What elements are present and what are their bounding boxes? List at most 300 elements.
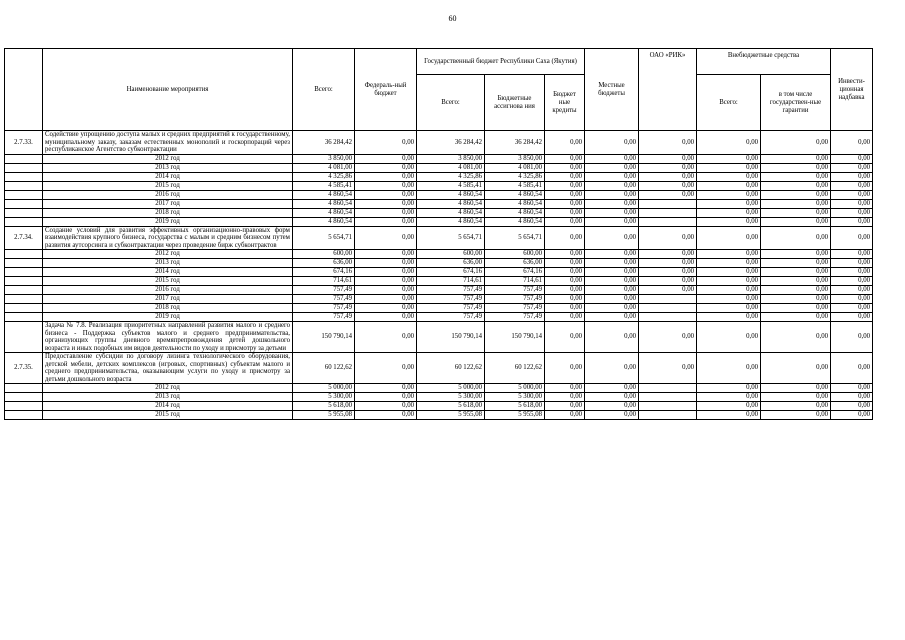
row-year: 2013 год — [43, 393, 293, 402]
value-cell: 0,00 — [585, 411, 639, 420]
value-cell: 0,00 — [585, 295, 639, 304]
value-cell: 0,00 — [697, 313, 761, 322]
row-code — [5, 304, 43, 313]
row-code — [5, 199, 43, 208]
year-row — [5, 313, 873, 322]
value-cell: 600,00 — [293, 250, 355, 259]
value-cell: 0,00 — [697, 226, 761, 250]
row-year: 2017 год — [43, 295, 293, 304]
value-cell: 0,00 — [697, 199, 761, 208]
value-cell: 0,00 — [355, 226, 417, 250]
value-cell: 0,00 — [697, 268, 761, 277]
year-row — [5, 268, 873, 277]
row-name: Предоставление субсидии по договору лизинга технологического оборудования, детской мебели, детских комплексов (игровых, спортивных) субъектам малого и среднего предпринимательства, оказывающим услуги по уходу и присмотру за детьми дошкольного возраста — [43, 353, 293, 384]
header-state-alloc: Бюджетные ассигнова ния — [485, 75, 545, 131]
value-cell: 150 790,14 — [485, 322, 545, 353]
value-cell: 0,00 — [545, 295, 585, 304]
year-row — [5, 199, 873, 208]
value-cell: 0,00 — [639, 190, 697, 199]
value-cell: 0,00 — [761, 384, 831, 393]
value-cell: 0,00 — [545, 250, 585, 259]
row-code — [5, 277, 43, 286]
value-cell: 0,00 — [639, 172, 697, 181]
value-cell: 0,00 — [761, 190, 831, 199]
value-cell: 0,00 — [585, 131, 639, 155]
value-cell: 0,00 — [697, 402, 761, 411]
value-cell: 0,00 — [831, 295, 873, 304]
table-header — [5, 49, 873, 131]
row-code — [5, 393, 43, 402]
row-code — [5, 172, 43, 181]
value-cell: 674,16 — [485, 268, 545, 277]
value-cell: 0,00 — [355, 322, 417, 353]
value-cell: 5 000,00 — [417, 384, 485, 393]
year-row — [5, 163, 873, 172]
header-state-credit: Бюджет ные кредиты — [545, 75, 585, 131]
value-cell: 757,49 — [485, 295, 545, 304]
value-cell: 0,00 — [831, 304, 873, 313]
value-cell: 0,00 — [545, 217, 585, 226]
year-row — [5, 304, 873, 313]
value-cell: 0,00 — [639, 163, 697, 172]
value-cell: 5 300,00 — [485, 393, 545, 402]
value-cell: 0,00 — [545, 131, 585, 155]
value-cell: 0,00 — [831, 322, 873, 353]
value-cell: 4 081,00 — [293, 163, 355, 172]
value-cell: 757,49 — [293, 313, 355, 322]
value-cell: 0,00 — [355, 217, 417, 226]
value-cell: 0,00 — [761, 313, 831, 322]
row-year: 2018 год — [43, 208, 293, 217]
header-extra-total: Всего: — [697, 75, 761, 131]
value-cell: 0,00 — [585, 250, 639, 259]
value-cell — [639, 411, 697, 420]
value-cell: 0,00 — [761, 304, 831, 313]
value-cell — [639, 304, 697, 313]
value-cell: 757,49 — [293, 295, 355, 304]
value-cell: 0,00 — [697, 181, 761, 190]
value-cell: 0,00 — [761, 199, 831, 208]
value-cell: 0,00 — [585, 181, 639, 190]
value-cell: 0,00 — [355, 259, 417, 268]
value-cell: 0,00 — [831, 131, 873, 155]
value-cell: 0,00 — [761, 208, 831, 217]
value-cell: 0,00 — [545, 384, 585, 393]
value-cell: 0,00 — [761, 322, 831, 353]
year-row — [5, 295, 873, 304]
value-cell: 0,00 — [761, 295, 831, 304]
value-cell: 0,00 — [585, 313, 639, 322]
value-cell: 4 860,54 — [293, 217, 355, 226]
value-cell: 757,49 — [485, 313, 545, 322]
value-cell: 674,16 — [293, 268, 355, 277]
value-cell: 0,00 — [355, 190, 417, 199]
value-cell: 0,00 — [697, 384, 761, 393]
year-row — [5, 250, 873, 259]
row-year: 2015 год — [43, 277, 293, 286]
value-cell: 636,00 — [417, 259, 485, 268]
row-year: 2014 год — [43, 268, 293, 277]
value-cell: 4 585,41 — [293, 181, 355, 190]
value-cell: 0,00 — [697, 163, 761, 172]
value-cell: 4 860,54 — [485, 190, 545, 199]
value-cell: 0,00 — [585, 402, 639, 411]
value-cell: 0,00 — [545, 402, 585, 411]
value-cell: 4 860,54 — [485, 208, 545, 217]
value-cell: 636,00 — [293, 259, 355, 268]
year-row — [5, 217, 873, 226]
value-cell: 5 618,00 — [293, 402, 355, 411]
table-body — [5, 131, 873, 420]
value-cell: 0,00 — [545, 304, 585, 313]
value-cell: 0,00 — [545, 199, 585, 208]
value-cell: 4 585,41 — [485, 181, 545, 190]
value-cell: 5 618,00 — [485, 402, 545, 411]
value-cell: 0,00 — [545, 393, 585, 402]
value-cell: 0,00 — [697, 154, 761, 163]
value-cell: 0,00 — [831, 411, 873, 420]
value-cell: 0,00 — [545, 226, 585, 250]
value-cell: 0,00 — [355, 313, 417, 322]
value-cell: 0,00 — [585, 154, 639, 163]
header-local: Местные бюджеты — [585, 49, 639, 131]
value-cell: 0,00 — [585, 277, 639, 286]
row-year: 2016 год — [43, 190, 293, 199]
row-name: Создание условий для развития эффективных организационно-правовых форм взаимодействия крупного бизнеса, государства с малым и средним бизнесом путем развития аутсорсинга и субконтрактации через проведение бирж субконтрактов — [43, 226, 293, 250]
value-cell: 150 790,14 — [417, 322, 485, 353]
row-code — [5, 286, 43, 295]
value-cell: 757,49 — [417, 295, 485, 304]
row-code — [5, 217, 43, 226]
value-cell: 714,61 — [485, 277, 545, 286]
value-cell: 0,00 — [831, 217, 873, 226]
value-cell: 0,00 — [761, 154, 831, 163]
value-cell: 0,00 — [639, 277, 697, 286]
value-cell: 4 325,86 — [293, 172, 355, 181]
row-year: 2012 год — [43, 250, 293, 259]
value-cell: 5 618,00 — [417, 402, 485, 411]
value-cell — [639, 384, 697, 393]
year-row — [5, 286, 873, 295]
value-cell: 5 000,00 — [485, 384, 545, 393]
value-cell: 0,00 — [697, 295, 761, 304]
task-row — [5, 322, 873, 353]
value-cell: 0,00 — [545, 208, 585, 217]
value-cell: 0,00 — [545, 190, 585, 199]
value-cell: 4 860,54 — [485, 199, 545, 208]
value-cell: 0,00 — [639, 131, 697, 155]
row-year: 2018 год — [43, 304, 293, 313]
value-cell: 5 654,71 — [485, 226, 545, 250]
value-cell: 0,00 — [639, 154, 697, 163]
header-state-total: Всего: — [417, 75, 485, 131]
value-cell: 0,00 — [585, 190, 639, 199]
value-cell: 0,00 — [355, 199, 417, 208]
value-cell: 0,00 — [697, 172, 761, 181]
value-cell: 0,00 — [355, 393, 417, 402]
value-cell: 0,00 — [697, 304, 761, 313]
row-code: 2.7.34. — [5, 226, 43, 250]
value-cell: 0,00 — [639, 286, 697, 295]
row-code — [5, 313, 43, 322]
row-code — [5, 250, 43, 259]
value-cell: 0,00 — [831, 154, 873, 163]
value-cell: 0,00 — [545, 322, 585, 353]
value-cell: 5 654,71 — [417, 226, 485, 250]
value-cell: 3 850,00 — [417, 154, 485, 163]
value-cell: 60 122,62 — [485, 353, 545, 384]
value-cell: 0,00 — [355, 268, 417, 277]
value-cell: 0,00 — [761, 217, 831, 226]
value-cell: 5 955,08 — [485, 411, 545, 420]
value-cell: 0,00 — [697, 322, 761, 353]
value-cell: 0,00 — [585, 393, 639, 402]
value-cell: 636,00 — [485, 259, 545, 268]
value-cell: 757,49 — [417, 304, 485, 313]
value-cell: 0,00 — [355, 277, 417, 286]
value-cell: 4 860,54 — [293, 208, 355, 217]
value-cell: 0,00 — [831, 208, 873, 217]
row-code — [5, 163, 43, 172]
value-cell: 757,49 — [485, 304, 545, 313]
year-row — [5, 181, 873, 190]
value-cell: 4 860,54 — [417, 217, 485, 226]
value-cell — [639, 393, 697, 402]
value-cell: 0,00 — [545, 286, 585, 295]
year-row — [5, 208, 873, 217]
value-cell: 0,00 — [355, 163, 417, 172]
value-cell: 0,00 — [831, 286, 873, 295]
value-cell: 757,49 — [417, 313, 485, 322]
value-cell: 5 300,00 — [417, 393, 485, 402]
value-cell: 714,61 — [293, 277, 355, 286]
value-cell: 0,00 — [697, 190, 761, 199]
value-cell: 0,00 — [355, 250, 417, 259]
value-cell: 0,00 — [697, 286, 761, 295]
value-cell: 0,00 — [585, 208, 639, 217]
value-cell — [639, 208, 697, 217]
value-cell: 4 325,86 — [417, 172, 485, 181]
value-cell: 0,00 — [545, 154, 585, 163]
header-federal: Федераль-ный бюджет — [355, 49, 417, 131]
value-cell: 0,00 — [831, 313, 873, 322]
row-year: 2012 год — [43, 154, 293, 163]
row-code — [5, 208, 43, 217]
value-cell: 0,00 — [761, 277, 831, 286]
value-cell: 0,00 — [585, 217, 639, 226]
value-cell — [639, 313, 697, 322]
value-cell: 0,00 — [355, 286, 417, 295]
value-cell: 0,00 — [355, 304, 417, 313]
row-year: 2015 год — [43, 411, 293, 420]
year-row — [5, 154, 873, 163]
header-code — [5, 49, 43, 131]
value-cell: 0,00 — [639, 353, 697, 384]
value-cell: 0,00 — [831, 163, 873, 172]
year-row — [5, 402, 873, 411]
value-cell: 4 860,54 — [417, 208, 485, 217]
value-cell: 757,49 — [293, 286, 355, 295]
header-state-budget: Государственный бюджет Республики Саха (Якутия) — [417, 49, 585, 75]
value-cell: 0,00 — [761, 402, 831, 411]
value-cell: 0,00 — [545, 163, 585, 172]
year-row — [5, 172, 873, 181]
header-oao: ОАО «РИК» — [639, 49, 697, 131]
value-cell: 0,00 — [639, 322, 697, 353]
activity-row — [5, 353, 873, 384]
row-code — [5, 190, 43, 199]
value-cell: 0,00 — [545, 259, 585, 268]
value-cell: 0,00 — [831, 250, 873, 259]
value-cell: 3 850,00 — [485, 154, 545, 163]
value-cell: 4 860,54 — [485, 217, 545, 226]
value-cell: 0,00 — [761, 226, 831, 250]
value-cell: 0,00 — [697, 393, 761, 402]
row-year: 2017 год — [43, 199, 293, 208]
value-cell: 0,00 — [355, 353, 417, 384]
value-cell: 0,00 — [761, 181, 831, 190]
year-row — [5, 259, 873, 268]
header-extra-budget: Внебюджетные средства — [697, 49, 831, 75]
value-cell: 4 585,41 — [417, 181, 485, 190]
value-cell: 0,00 — [585, 199, 639, 208]
value-cell: 0,00 — [545, 353, 585, 384]
row-code — [5, 402, 43, 411]
value-cell: 5 654,71 — [293, 226, 355, 250]
value-cell: 0,00 — [761, 393, 831, 402]
year-row — [5, 384, 873, 393]
value-cell — [639, 217, 697, 226]
value-cell: 0,00 — [831, 190, 873, 199]
value-cell: 0,00 — [761, 411, 831, 420]
value-cell: 36 284,42 — [417, 131, 485, 155]
value-cell — [639, 295, 697, 304]
value-cell: 0,00 — [639, 181, 697, 190]
value-cell: 757,49 — [485, 286, 545, 295]
value-cell: 0,00 — [761, 268, 831, 277]
value-cell: 757,49 — [417, 286, 485, 295]
value-cell: 36 284,42 — [485, 131, 545, 155]
year-row — [5, 277, 873, 286]
row-year: 2013 год — [43, 163, 293, 172]
value-cell: 4 860,54 — [417, 190, 485, 199]
row-year: 2019 год — [43, 313, 293, 322]
value-cell: 0,00 — [355, 208, 417, 217]
value-cell: 0,00 — [639, 250, 697, 259]
row-year: 2014 год — [43, 172, 293, 181]
row-code — [5, 154, 43, 163]
value-cell: 0,00 — [831, 259, 873, 268]
value-cell: 3 850,00 — [293, 154, 355, 163]
value-cell: 0,00 — [639, 268, 697, 277]
value-cell: 0,00 — [585, 172, 639, 181]
value-cell: 0,00 — [697, 259, 761, 268]
value-cell: 0,00 — [761, 259, 831, 268]
row-code: 2.7.33. — [5, 131, 43, 155]
value-cell: 0,00 — [545, 268, 585, 277]
value-cell: 60 122,62 — [417, 353, 485, 384]
row-name: Содействие упрощению доступа малых и средних предприятий к государственному, муниципальному заказу, заказам естественных монополий и госкорпораций через республиканское Агентство субконтрактации — [43, 131, 293, 155]
value-cell: 0,00 — [761, 163, 831, 172]
value-cell: 0,00 — [355, 384, 417, 393]
value-cell: 0,00 — [831, 268, 873, 277]
budget-table — [4, 48, 873, 420]
row-code — [5, 259, 43, 268]
value-cell: 0,00 — [545, 172, 585, 181]
row-code — [5, 295, 43, 304]
row-code — [5, 384, 43, 393]
value-cell: 0,00 — [355, 402, 417, 411]
year-row — [5, 190, 873, 199]
value-cell: 4 860,54 — [293, 199, 355, 208]
value-cell: 0,00 — [697, 208, 761, 217]
year-row — [5, 411, 873, 420]
value-cell: 4 860,54 — [417, 199, 485, 208]
value-cell: 5 955,08 — [293, 411, 355, 420]
activity-row — [5, 226, 873, 250]
value-cell: 0,00 — [639, 259, 697, 268]
activity-row — [5, 131, 873, 155]
value-cell: 4 860,54 — [293, 190, 355, 199]
row-name: Задача № 7.8. Реализация приоритетных направлений развития малого и среднего бизнеса - Поддержка субъектов малого и среднего предпринимательства, организующих группы дневного времяпрепровождения детей дошкольного возраста и иных подобных им видов деятельности по уходу и присмотру за детьми — [43, 322, 293, 353]
header-name: Наименование мероприятия — [43, 49, 293, 131]
value-cell: 0,00 — [831, 402, 873, 411]
value-cell: 0,00 — [355, 181, 417, 190]
value-cell: 0,00 — [831, 277, 873, 286]
value-cell: 0,00 — [761, 131, 831, 155]
value-cell: 0,00 — [545, 313, 585, 322]
value-cell: 0,00 — [831, 199, 873, 208]
row-year: 2012 год — [43, 384, 293, 393]
value-cell: 0,00 — [697, 277, 761, 286]
value-cell: 0,00 — [545, 277, 585, 286]
value-cell: 0,00 — [761, 286, 831, 295]
row-year: 2014 год — [43, 402, 293, 411]
value-cell: 0,00 — [585, 304, 639, 313]
row-year: 2015 год — [43, 181, 293, 190]
value-cell: 5 300,00 — [293, 393, 355, 402]
value-cell: 0,00 — [761, 250, 831, 259]
value-cell: 0,00 — [761, 353, 831, 384]
value-cell: 757,49 — [293, 304, 355, 313]
value-cell: 4 081,00 — [417, 163, 485, 172]
value-cell: 0,00 — [585, 259, 639, 268]
value-cell: 5 000,00 — [293, 384, 355, 393]
value-cell: 0,00 — [545, 411, 585, 420]
value-cell: 0,00 — [697, 353, 761, 384]
value-cell: 36 284,42 — [293, 131, 355, 155]
value-cell: 0,00 — [831, 172, 873, 181]
row-year: 2016 год — [43, 286, 293, 295]
value-cell: 0,00 — [639, 226, 697, 250]
value-cell: 150 790,14 — [293, 322, 355, 353]
value-cell: 0,00 — [355, 131, 417, 155]
value-cell: 0,00 — [585, 353, 639, 384]
value-cell: 0,00 — [585, 286, 639, 295]
value-cell: 0,00 — [697, 411, 761, 420]
value-cell: 0,00 — [585, 163, 639, 172]
value-cell: 0,00 — [697, 250, 761, 259]
value-cell: 600,00 — [485, 250, 545, 259]
value-cell: 0,00 — [761, 172, 831, 181]
header-total: Всего: — [293, 49, 355, 131]
value-cell: 674,16 — [417, 268, 485, 277]
value-cell: 0,00 — [831, 226, 873, 250]
row-code — [5, 181, 43, 190]
header-invest: Инвести-ционная надбавка — [831, 49, 873, 131]
value-cell — [639, 402, 697, 411]
year-row — [5, 393, 873, 402]
